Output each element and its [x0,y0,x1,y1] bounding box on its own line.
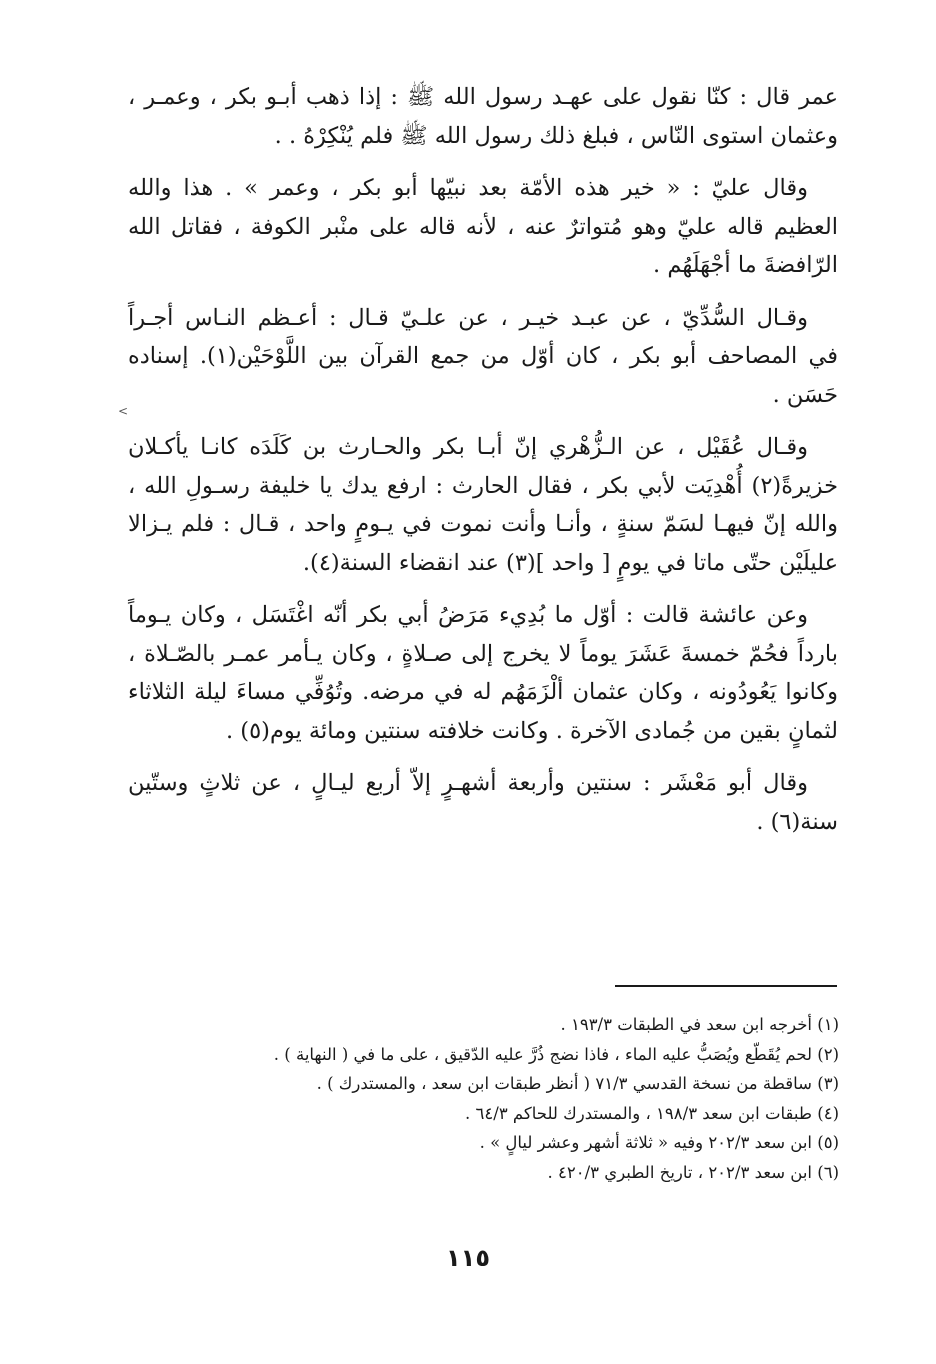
text-line: سنة(٦) . [756,808,838,835]
text-line: في المصاحف أبو بكر ، كان أوّل من جمع القرآن بين اللَّوْحَيْن(١). إسناده [128,343,838,369]
paragraph [128,428,838,582]
text-line: وكانوا يَعُودُونه ، وكان عثمان ألْزَمَهُم له في مرضه. وتُوُفِّي مساءَ ليلة الثلاثاء [128,679,838,705]
text-line: وقال عليّ : « خير هذه الأمّة بعد نبيّها أبو بكر ، وعمر » . هذا والله [128,175,808,201]
text-line: لثمانٍ بقين من جُمادى الآخرة . وكانت خلافته سنتين ومائة يوم(٥) . [225,717,838,744]
footnote: (٢) لحم يُقَطّع ويُصَبُّ عليه الماء ، فاذا نضج ذُرَّ عليه الدّقيق ، على ما في ( النهاية ) . [273,1044,839,1064]
footnotes [274,1010,839,1187]
page-number: ١١٥ [446,1244,490,1272]
paragraph [128,169,838,285]
paragraph [128,299,838,415]
footnote: (١) أخرجه ابن سعد في الطبقات ١٩٣/٣ . [560,1015,839,1034]
paragraph [128,78,838,155]
paragraph [128,764,838,841]
footnote: (٣) ساقطة من نسخة القدسي ٧١/٣ ( أنظر طبقات ابن سعد ، والمستدرك ) . [316,1074,839,1093]
text-line: عمر قال : كنّا نقول على عهـد رسول الله ﷺ : إذا ذهب أبـو بكر ، وعمـر ، [128,84,838,110]
footnote: (٤) طبقات ابن سعد ١٩٨/٣ ، والمستدرك للحاكم ٦٤/٣ . [465,1103,839,1123]
text-line: وعن عائشة قالت : أوّل ما بُدِيء مَرَضُ أبي بكر أنّه اغْتَسَل ، وكان يـوماً [128,602,808,628]
text-line: الرّافضةَ ما أجْهَلَهُم . [653,252,838,278]
text-line: حَسَن . [772,381,838,408]
paragraph [128,596,838,750]
margin-mark: < [118,404,129,418]
text-line: عليلَيْن حتّى ماتا في يومٍ [ واحد ](٣) عند انقضاء السنة(٤). [302,549,838,576]
main-text [128,78,838,855]
text-line: والله إنّ فيهـا لسَمّ سنةٍ ، وأنـا وأنت نموت في يـومٍ واحد ، قـال : فلم يـزالا [128,511,838,537]
text-line: العظيم قاله عليّ وهو مُتواترٌ عنه ، لأنه قاله على منْبر الكوفة ، فقاتل الله [128,213,838,240]
text-line: بارداً فحُمّ خمسةَ عَشَرَ يوماً لا يخرج إلى صـلاةٍ ، وكان يـأمر عمـر بالصّـلاة ، [128,640,838,667]
footnote: (٥) ابن سعد ٢٠٢/٣ وفيه « ثلاثة أشهر وعشر ليالٍ » . [479,1133,839,1152]
text-line: خزيرةً(٢) أُهْدِيَت لأبي بكر ، فقال الحارث : ارفع يدك يا خليفة رسـولِ الله ، [128,472,838,499]
text-line: وعثمان استوى النّاس ، فبلغ ذلك رسول الله ﷺ فلم يُنْكِرْهُ . . [274,122,838,149]
text-line: وقال أبو مَعْشَر : سنتين وأربعة أشهـرٍ إلاّ أربع ليـالٍ ، عن ثلاثٍ وستّين [128,770,808,796]
footnote-divider [615,985,837,987]
text-line: وقـال السُّدِّيّ ، عن عبـد خيـر ، عن علـيّ قـال : أعـظم النـاس أجـراً [128,304,808,331]
footnote: (٦) ابن سعد ٢٠٢/٣ ، تاريخ الطبري ٤٢٠/٣ . [547,1162,839,1182]
text-line: وقـال عُقَيْل ، عن الـزُّهْري إنّ أبـا بكر والحـارث بن كَلَدَه كانـا يأكـلان [128,434,808,460]
